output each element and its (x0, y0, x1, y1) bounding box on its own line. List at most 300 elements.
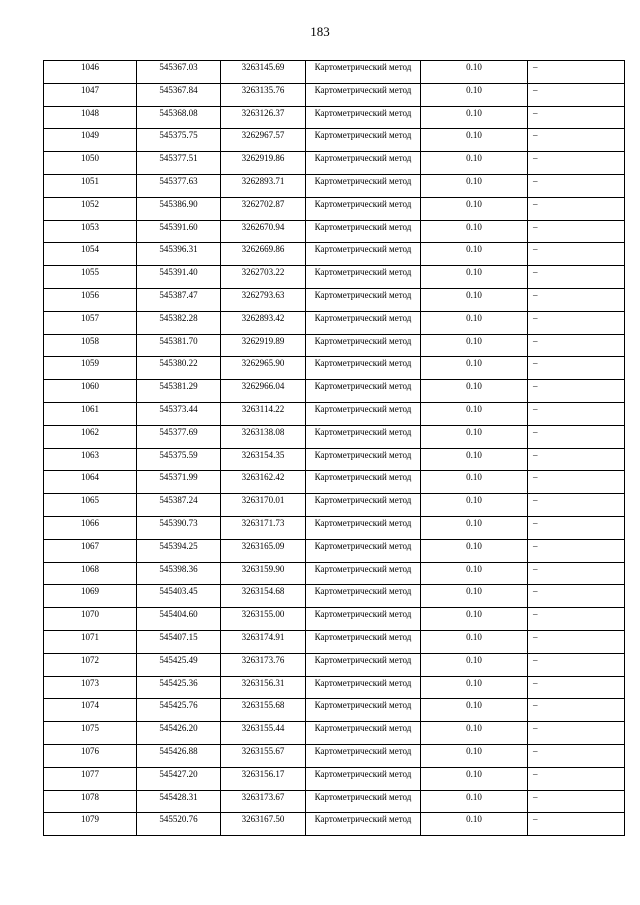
cell-text: 545367.03 (159, 62, 198, 72)
table-row (44, 653, 625, 676)
table-row (44, 380, 625, 403)
accuracy-cell (421, 266, 528, 289)
accuracy-cell (421, 608, 528, 631)
method-cell (306, 288, 421, 311)
cell-text: 0.10 (466, 403, 482, 414)
point-number-cell (44, 266, 137, 289)
x-coordinate-cell (137, 699, 221, 722)
y-coordinate-cell (221, 744, 306, 767)
table-row (44, 402, 625, 425)
cell-text: 3263154.68 (241, 586, 285, 597)
method-cell (306, 516, 421, 539)
y-coordinate-cell (221, 699, 306, 722)
cell-text: 545428.31 (159, 791, 198, 802)
cell-text: 545375.75 (159, 130, 198, 141)
accuracy-cell (421, 288, 528, 311)
point-number-cell (44, 129, 137, 152)
method-cell (306, 813, 421, 836)
x-coordinate-cell (137, 243, 221, 266)
note-cell (528, 61, 625, 84)
accuracy-cell (421, 722, 528, 745)
cell-text: 1077 (81, 768, 99, 779)
cell-text: 0.10 (466, 586, 482, 597)
table-row (44, 311, 625, 334)
point-number-cell (44, 448, 137, 471)
accuracy-cell (421, 585, 528, 608)
cell-text: 1065 (81, 495, 99, 506)
cell-text: 3262670.94 (241, 221, 285, 232)
note-cell (528, 494, 625, 517)
note-cell (528, 357, 625, 380)
cell-text: 1048 (81, 107, 99, 118)
cell-text: 3263155.68 (241, 700, 285, 711)
y-coordinate-cell (221, 790, 306, 813)
accuracy-cell (421, 129, 528, 152)
table-row (44, 61, 625, 84)
cell-text: 0.10 (466, 700, 482, 711)
cell-text: 545425.36 (159, 677, 198, 688)
note-cell (528, 585, 625, 608)
point-number-cell (44, 767, 137, 790)
point-number-cell (44, 311, 137, 334)
cell-text: 3263173.67 (241, 791, 285, 802)
point-number-cell (44, 471, 137, 494)
cell-text: 0.10 (466, 358, 482, 369)
cell-text: Картометрический метод (314, 723, 412, 734)
note-cell (528, 425, 625, 448)
table-row (44, 266, 625, 289)
cell-text: 3263154.35 (241, 449, 285, 460)
cell-text: 545398.36 (159, 563, 198, 574)
cell-text: 545396.31 (159, 244, 198, 255)
note-cell (528, 471, 625, 494)
cell-text: Картометрический метод (314, 449, 412, 460)
accuracy-cell (421, 106, 528, 129)
cell-text: 0.10 (466, 426, 482, 437)
x-coordinate-cell (137, 539, 221, 562)
note-cell (528, 744, 625, 767)
x-coordinate-cell (137, 471, 221, 494)
x-coordinate-cell (137, 197, 221, 220)
accuracy-cell (421, 676, 528, 699)
note-cell (528, 106, 625, 129)
note-cell (528, 334, 625, 357)
accuracy-cell (421, 653, 528, 676)
cell-text: – (533, 221, 538, 232)
cell-text: 0.10 (466, 723, 482, 734)
cell-text: 0.10 (466, 289, 482, 300)
method-cell (306, 790, 421, 813)
x-coordinate-cell (137, 744, 221, 767)
point-number-cell (44, 357, 137, 380)
y-coordinate-cell (221, 562, 306, 585)
coordinates-table (43, 60, 625, 836)
cell-text: 1074 (81, 700, 99, 711)
method-cell (306, 539, 421, 562)
x-coordinate-cell (137, 494, 221, 517)
note-cell (528, 699, 625, 722)
cell-text: 0.10 (466, 335, 482, 346)
accuracy-cell (421, 357, 528, 380)
x-coordinate-cell (137, 653, 221, 676)
table-row (44, 790, 625, 813)
method-cell (306, 744, 421, 767)
cell-text: – (533, 198, 538, 209)
y-coordinate-cell (221, 243, 306, 266)
cell-text: 3262793.63 (241, 289, 285, 300)
note-cell (528, 220, 625, 243)
point-number-cell (44, 699, 137, 722)
cell-text: 1060 (81, 381, 99, 392)
y-coordinate-cell (221, 174, 306, 197)
accuracy-cell (421, 311, 528, 334)
y-coordinate-cell (221, 767, 306, 790)
cell-text: 1061 (81, 403, 99, 414)
method-cell (306, 174, 421, 197)
cell-text: 545381.29 (159, 381, 198, 392)
cell-text: Картометрический метод (314, 563, 412, 574)
cell-text: 545394.25 (159, 540, 198, 551)
y-coordinate-cell (221, 608, 306, 631)
method-cell (306, 129, 421, 152)
method-cell (306, 699, 421, 722)
cell-text: 1050 (81, 153, 99, 164)
cell-text: 545387.24 (159, 495, 198, 506)
y-coordinate-cell (221, 539, 306, 562)
note-cell (528, 539, 625, 562)
accuracy-cell (421, 630, 528, 653)
cell-text: 545380.22 (159, 358, 198, 369)
x-coordinate-cell (137, 266, 221, 289)
cell-text: – (533, 609, 538, 620)
method-cell (306, 83, 421, 106)
cell-text: 3262967.57 (241, 130, 285, 141)
cell-text: Картометрический метод (314, 540, 412, 551)
accuracy-cell (421, 174, 528, 197)
table-row (44, 357, 625, 380)
cell-text: Картометрический метод (314, 472, 412, 483)
cell-text: 3262965.90 (241, 358, 285, 369)
table-row (44, 334, 625, 357)
cell-text: Картометрический метод (314, 221, 412, 232)
method-cell (306, 152, 421, 175)
cell-text: Картометрический метод (314, 814, 412, 825)
y-coordinate-cell (221, 129, 306, 152)
cell-text: Картометрический метод (314, 791, 412, 802)
cell-text: – (533, 107, 538, 118)
table-row (44, 243, 625, 266)
cell-text: 1047 (81, 84, 99, 95)
cell-text: 0.10 (466, 84, 482, 95)
note-cell (528, 676, 625, 699)
table-row (44, 722, 625, 745)
cell-text: Картометрический метод (314, 586, 412, 597)
cell-text: Картометрический метод (314, 631, 412, 642)
cell-text: 1070 (81, 609, 99, 620)
x-coordinate-cell (137, 676, 221, 699)
method-cell (306, 243, 421, 266)
cell-text: 545426.20 (159, 723, 198, 734)
method-cell (306, 197, 421, 220)
cell-text: 1063 (81, 449, 99, 460)
cell-text: 1072 (81, 654, 99, 665)
cell-text: Картометрический метод (314, 358, 412, 369)
table-row (44, 699, 625, 722)
cell-text: – (533, 586, 538, 597)
accuracy-cell (421, 83, 528, 106)
table-row (44, 516, 625, 539)
cell-text: 1046 (81, 62, 99, 72)
cell-text: 0.10 (466, 768, 482, 779)
accuracy-cell (421, 516, 528, 539)
table-row (44, 129, 625, 152)
table-row (44, 83, 625, 106)
cell-text: 0.10 (466, 62, 482, 72)
cell-text: Картометрический метод (314, 175, 412, 186)
y-coordinate-cell (221, 106, 306, 129)
cell-text: – (533, 768, 538, 779)
cell-text: Картометрический метод (314, 312, 412, 323)
table-row (44, 767, 625, 790)
note-cell (528, 174, 625, 197)
y-coordinate-cell (221, 197, 306, 220)
cell-text: 1058 (81, 335, 99, 346)
cell-text: 545387.47 (159, 289, 198, 300)
cell-text: 3262893.71 (241, 175, 285, 186)
point-number-cell (44, 722, 137, 745)
cell-text: Картометрический метод (314, 84, 412, 95)
cell-text: 545377.63 (159, 175, 198, 186)
x-coordinate-cell (137, 585, 221, 608)
cell-text: 0.10 (466, 312, 482, 323)
point-number-cell (44, 790, 137, 813)
cell-text: Картометрический метод (314, 700, 412, 711)
cell-text: 0.10 (466, 563, 482, 574)
cell-text: – (533, 62, 538, 72)
accuracy-cell (421, 197, 528, 220)
cell-text: 1066 (81, 517, 99, 528)
accuracy-cell (421, 334, 528, 357)
method-cell (306, 266, 421, 289)
cell-text: – (533, 654, 538, 665)
note-cell (528, 152, 625, 175)
accuracy-cell (421, 539, 528, 562)
cell-text: 0.10 (466, 654, 482, 665)
cell-text: – (533, 358, 538, 369)
cell-text: 3262702.87 (241, 198, 285, 209)
method-cell (306, 722, 421, 745)
x-coordinate-cell (137, 630, 221, 653)
cell-text: Картометрический метод (314, 745, 412, 756)
point-number-cell (44, 539, 137, 562)
cell-text: – (533, 289, 538, 300)
cell-text: 3263126.37 (241, 107, 285, 118)
cell-text: 545407.15 (159, 631, 198, 642)
table-row (44, 813, 625, 836)
x-coordinate-cell (137, 813, 221, 836)
note-cell (528, 516, 625, 539)
cell-text: 545403.45 (159, 586, 198, 597)
point-number-cell (44, 585, 137, 608)
cell-text: 3263114.22 (241, 403, 285, 414)
cell-text: 0.10 (466, 631, 482, 642)
page-number: 183 (310, 24, 330, 39)
point-number-cell (44, 813, 137, 836)
table-row (44, 448, 625, 471)
cell-text: 3263165.09 (241, 540, 285, 551)
y-coordinate-cell (221, 220, 306, 243)
table-row (44, 220, 625, 243)
cell-text: – (533, 677, 538, 688)
accuracy-cell (421, 767, 528, 790)
cell-text: 1073 (81, 677, 99, 688)
cell-text: Картометрический метод (314, 426, 412, 437)
cell-text: 1064 (81, 472, 99, 483)
point-number-cell (44, 676, 137, 699)
cell-text: – (533, 312, 538, 323)
x-coordinate-cell (137, 288, 221, 311)
cell-text: – (533, 84, 538, 95)
cell-text: 3263170.01 (241, 495, 285, 506)
cell-text: 3263155.00 (241, 609, 285, 620)
cell-text: Картометрический метод (314, 403, 412, 414)
cell-text: – (533, 381, 538, 392)
cell-text: 1059 (81, 358, 99, 369)
accuracy-cell (421, 699, 528, 722)
cell-text: Картометрический метод (314, 153, 412, 164)
cell-text: 545371.99 (159, 472, 198, 483)
cell-text: Картометрический метод (314, 768, 412, 779)
cell-text: 3263171.73 (241, 517, 285, 528)
method-cell (306, 630, 421, 653)
method-cell (306, 676, 421, 699)
accuracy-cell (421, 813, 528, 836)
cell-text: – (533, 563, 538, 574)
note-cell (528, 83, 625, 106)
y-coordinate-cell (221, 585, 306, 608)
cell-text: 1075 (81, 723, 99, 734)
cell-text: 545427.20 (159, 768, 198, 779)
point-number-cell (44, 243, 137, 266)
cell-text: 545520.76 (159, 814, 198, 825)
point-number-cell (44, 220, 137, 243)
accuracy-cell (421, 471, 528, 494)
accuracy-cell (421, 243, 528, 266)
point-number-cell (44, 516, 137, 539)
accuracy-cell (421, 402, 528, 425)
x-coordinate-cell (137, 174, 221, 197)
point-number-cell (44, 402, 137, 425)
cell-text: 3262669.86 (241, 244, 285, 255)
cell-text: 1078 (81, 791, 99, 802)
cell-text: 0.10 (466, 472, 482, 483)
cell-text: 3263167.50 (241, 814, 285, 825)
cell-text: – (533, 244, 538, 255)
cell-text: – (533, 631, 538, 642)
x-coordinate-cell (137, 790, 221, 813)
x-coordinate-cell (137, 380, 221, 403)
cell-text: 3263135.76 (241, 84, 285, 95)
cell-text: 0.10 (466, 107, 482, 118)
cell-text: Картометрический метод (314, 107, 412, 118)
note-cell (528, 767, 625, 790)
cell-text: 0.10 (466, 267, 482, 278)
cell-text: 3263173.76 (241, 654, 285, 665)
cell-text: 3262919.86 (241, 153, 285, 164)
cell-text: 1079 (81, 814, 99, 825)
point-number-cell (44, 197, 137, 220)
cell-text: Картометрический метод (314, 289, 412, 300)
cell-text: – (533, 700, 538, 711)
cell-text: 545377.51 (159, 153, 198, 164)
cell-text: 545381.70 (159, 335, 198, 346)
cell-text: Картометрический метод (314, 130, 412, 141)
cell-text: – (533, 472, 538, 483)
accuracy-cell (421, 220, 528, 243)
cell-text: – (533, 335, 538, 346)
x-coordinate-cell (137, 425, 221, 448)
cell-text: 545375.59 (159, 449, 198, 460)
accuracy-cell (421, 562, 528, 585)
cell-text: – (533, 517, 538, 528)
note-cell (528, 311, 625, 334)
cell-text: – (533, 495, 538, 506)
method-cell (306, 471, 421, 494)
cell-text: – (533, 153, 538, 164)
x-coordinate-cell (137, 562, 221, 585)
note-cell (528, 197, 625, 220)
cell-text: 545367.84 (159, 84, 198, 95)
cell-text: 1055 (81, 267, 99, 278)
cell-text: 545373.44 (159, 403, 198, 414)
method-cell (306, 220, 421, 243)
cell-text: 3263156.17 (241, 768, 285, 779)
cell-text: 545368.08 (159, 107, 198, 118)
accuracy-cell (421, 152, 528, 175)
cell-text: – (533, 267, 538, 278)
cell-text: 3262703.22 (241, 267, 285, 278)
x-coordinate-cell (137, 722, 221, 745)
method-cell (306, 767, 421, 790)
table-row (44, 585, 625, 608)
note-cell (528, 562, 625, 585)
note-cell (528, 243, 625, 266)
cell-text: 545377.69 (159, 426, 198, 437)
x-coordinate-cell (137, 106, 221, 129)
cell-text: 3262919.89 (241, 335, 285, 346)
accuracy-cell (421, 448, 528, 471)
y-coordinate-cell (221, 266, 306, 289)
note-cell (528, 288, 625, 311)
cell-text: 3262966.04 (241, 381, 285, 392)
accuracy-cell (421, 380, 528, 403)
method-cell (306, 425, 421, 448)
note-cell (528, 608, 625, 631)
cell-text: Картометрический метод (314, 267, 412, 278)
y-coordinate-cell (221, 61, 306, 84)
point-number-cell (44, 630, 137, 653)
method-cell (306, 334, 421, 357)
cell-text: – (533, 540, 538, 551)
cell-text: 3263145.69 (241, 62, 285, 72)
point-number-cell (44, 744, 137, 767)
cell-text: 3263155.44 (241, 723, 285, 734)
x-coordinate-cell (137, 220, 221, 243)
point-number-cell (44, 425, 137, 448)
y-coordinate-cell (221, 676, 306, 699)
table-row (44, 608, 625, 631)
cell-text: 0.10 (466, 221, 482, 232)
